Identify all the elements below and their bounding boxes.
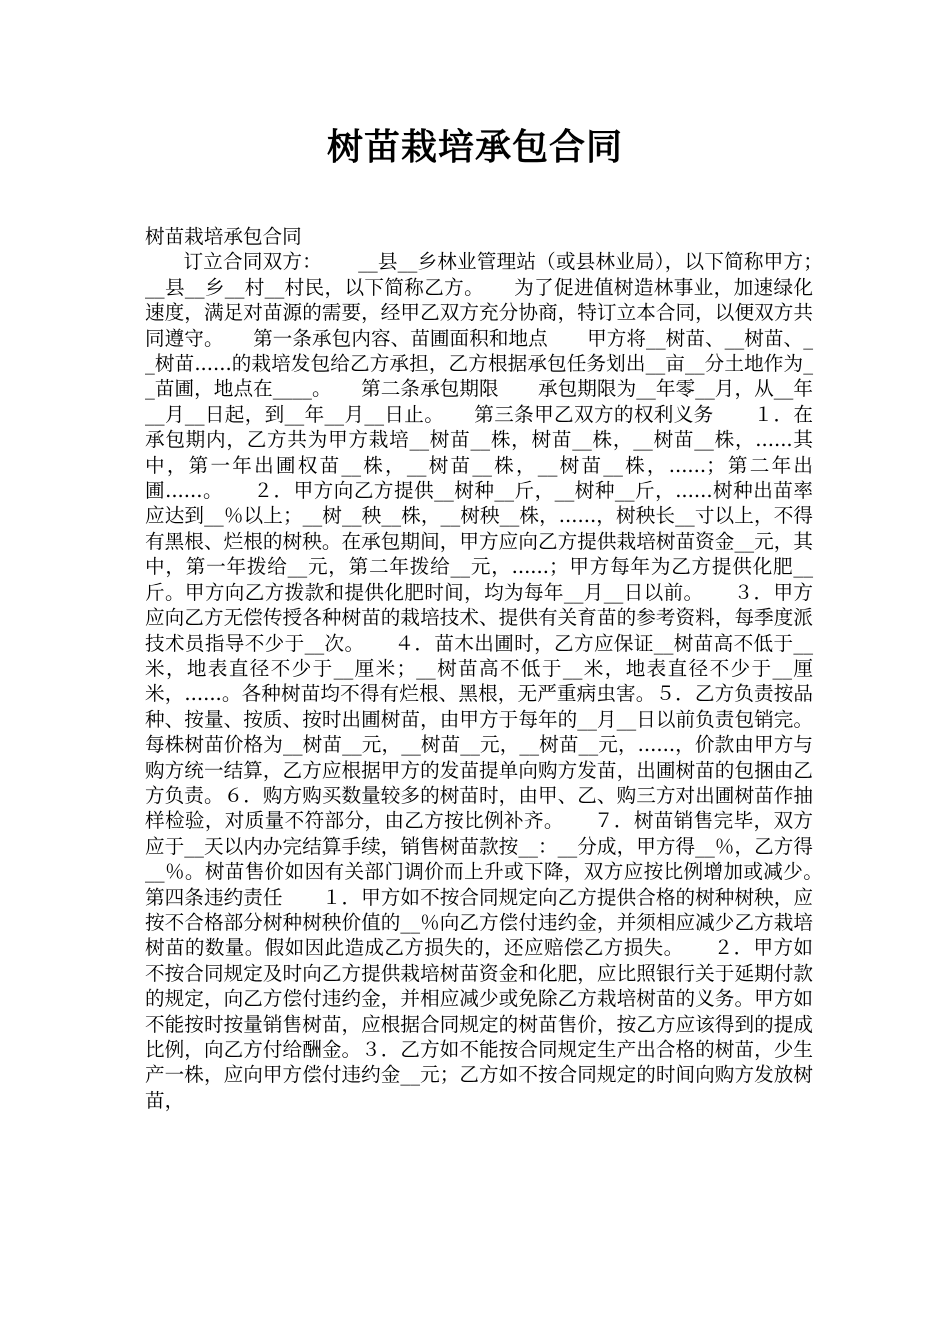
- contract-body-text: 订立合同双方： __县__乡林业管理站（或县林业局），以下简称甲方； __县__乡__村__村民，以下简称乙方。 为了促进值树造林事业，加速绿化速度，满足对苗源的需要，经甲乙双方充分协商，特订立本合同，以便双方共同遵守。 第一条承包内容、苗圃面积和地点 甲方将__树苗、__树苗、__树苗......的栽培发包给乙方承担，乙方根据承包任务划出__亩__分土地作为__苗圃，地点在____。 第二条承包期限 承包期限为__年零__月，从__年__月__日起，到__年__月__日止。 第三条甲乙双方的权利义务 １．在承包期内，乙方共为甲方栽培__树苗__株，树苗__株，__树苗__株，......其中，第一年出圃权苗__株，__树苗__株，__树苗__株，......；第二年出圃......。 ２．甲方向乙方提供__树种__斤，__树种__斤，......树种出苗率应达到__％以上；__树__秧__株，__树秧__株，......，树秧长__寸以上，不得有黑根、烂根的树秧。在承包期间，甲方应向乙方提供栽培树苗资金__元，其中，第一年拨给__元，第二年拨给__元，......；甲方每年为乙方提供化肥__斤。甲方向乙方拨款和提供化肥时间，均为每年__月__日以前。 ３．甲方应向乙方无偿传授各种树苗的栽培技术、提供有关育苗的参考资料，每季度派技术员指导不少于__次。 ４．苗木出圃时，乙方应保证__树苗高不低于__米，地表直径不少于__厘米；__树苗高不低于__米，地表直径不少于__厘米，......。各种树苗均不得有烂根、黑根，无严重病虫害。５．乙方负责按品种、按量、按质、按时出圃树苗，由甲方于每年的__月__日以前负责包销完。每株树苗价格为__树苗__元，__树苗__元，__树苗__元，......，价款由甲方与购方统一结算，乙方应根据甲方的发苗提单向购方发苗，出圃树苗的包捆由乙方负责。６．购方购买数量较多的树苗时，由甲、乙、购三方对出圃树苗作抽样检验，对质量不符部分，由乙方按比例补齐。 ７．树苗销售完毕，双方应于__天以内办完结算手续，销售树苗款按__：__分成，甲方得__％，乙方得__％。树苗售价如因有关部门调价而上升或下降，双方应按比例增加或减少。 第四条违约责任 １．甲方如不按合同规定向乙方提供合格的树种树秧，应按不合格部分树种树秧价值的__％向乙方偿付违约金，并须相应减少乙方栽培树苗的数量。假如因此造成乙方损失的，还应赔偿乙方损失。 ２．甲方如不按合同规定及时向乙方提供栽培树苗资金和化肥，应比照银行关于延期付款的规定，向乙方偿付违约金，并相应减少或免除乙方栽培树苗的义务。甲方如不能按时按量销售树苗，应根据合同规定的树苗售价，按乙方应该得到的提成比例，向乙方付给酬金。３．乙方如不能按合同规定生产出合格的树苗，少生产一株，应向甲方偿付违约金__元；乙方如不按合同规定的时间向购方发放树苗，: [145, 250, 859, 1112]
- document-title: 树苗栽培承包合同: [326, 127, 623, 168]
- document-body: [145, 224, 859, 1113]
- document-subtitle: 树苗栽培承包合同: [145, 225, 302, 248]
